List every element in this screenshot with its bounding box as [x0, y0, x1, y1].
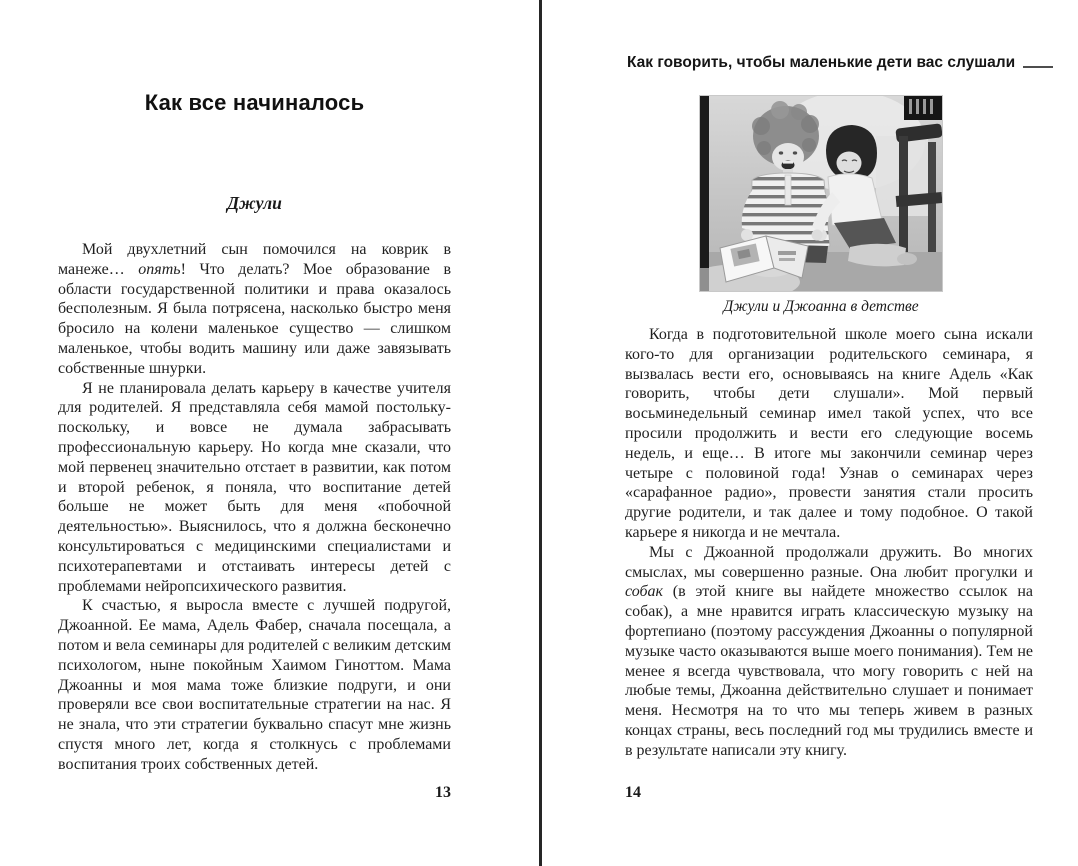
page-number-13: 13	[435, 784, 451, 801]
paragraph: Я не планировала делать карьеру в качестве учителя для родителей. Я представляла себя мамой постольку-поскольку, и вовсе не думала забрасывать профессиональную карьеру. Но когда мне сказали, что мой первенец значительно отстает в развитии, как потом и второй ребенок, я поняла, что воспитание детей больше не может быть для меня «побочной деятельностью». Выяснилось, что я должна бесконечно консультироваться с медицинскими специалистами и психотерапевтами и отстаивать интересы детей с проблемами нейропсихического развития.	[58, 379, 451, 595]
running-header-rule	[1023, 66, 1053, 68]
left-body-text	[58, 240, 451, 775]
running-header	[627, 54, 1020, 71]
childhood-photo	[700, 96, 942, 291]
paragraph: К счастью, я выросла вместе с лучшей подругой, Джоанной. Ее мама, Адель Фабер, сначала посещала, а потом и вела семинары для родителей с великим детским психологом, ныне покойным Хаимом Гиноттом. Мама Джоанны и моя мама тоже близкие подруги, и они проверяли все свои воспитательные стратегии на нас. Я не знала, что эти стратегии буквально спасут мне жизнь спустя много лет, когда я столкнусь с проблемами воспитания троих собственных детей.	[58, 597, 451, 773]
section-subtitle: Джули	[227, 193, 282, 213]
paragraph: Когда в подготовительной школе моего сына искали кого-то для организации родительского семинара, я вызвалась вести его, основываясь на книге Адель «Как говорить, чтобы дети слушали». Мой первый восьминедельный семинар имел такой успех, что все просили продолжить и вести его следующие восемь недель, и еще… В итоге мы закончили семинар через четыре с половиной года! Узнав о семинарах через «сарафанное радио», провести занятия стали просить другие родители, и так далее и тому подобное. О такой карьере я никогда и не мечтала.	[625, 326, 1033, 541]
paragraph: Мой двухлетний сын помочился на коврик в манеже… опять! Что делать? Мое образование в области государственной политики и права оказалось бесполезным. Я была потрясена, насколько быстро меня бросило на колени маленькое существо — слишком маленькое, чтобы водить машину или даже завязывать собственные шнурки.	[58, 241, 451, 377]
childhood-photo-block	[700, 96, 942, 316]
page-number-14: 14	[625, 784, 641, 801]
spine-divider	[539, 0, 542, 866]
paragraph: Мы с Джоанной продолжали дружить. Во многих смыслах, мы совершенно разные. Она любит прогулки и собак (в этой книге вы найдете множество ссылок на собак), а мне нравится играть классическую музыку на фортепиано (поэтому рассуждения Джоанны о популярной музыке часто оказываются выше моего понимания). Тем не менее я всегда чувствовала, что могу говорить с ней на любые темы, Джоанна действительно слушает и понимает меня. Несмотря на то что мы теперь живем в разных концах страны, весь последний год мы трудились вместе и в результате написали эту книгу.	[625, 543, 1033, 759]
photo-caption: Джули и Джоанна в детстве	[723, 298, 919, 315]
chapter-title: Как все начиналось	[144, 90, 365, 115]
left-page	[58, 0, 451, 866]
right-body-text	[625, 325, 1033, 761]
right-page	[625, 0, 1033, 866]
running-header-title: Как говорить, чтобы маленькие дети вас слушали	[627, 54, 1016, 71]
